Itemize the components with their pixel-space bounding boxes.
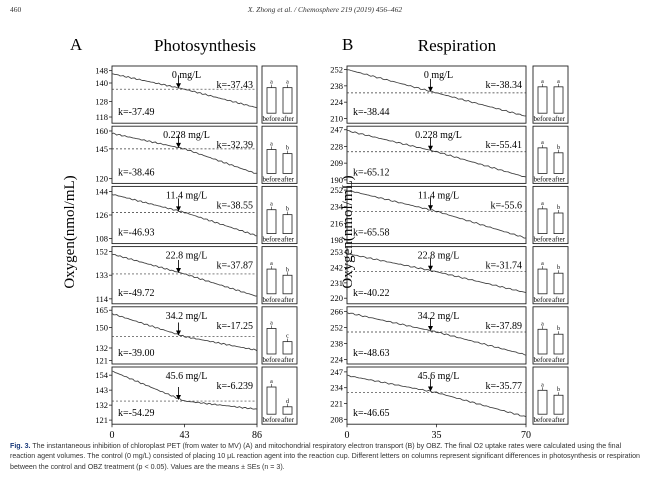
x-tick-label: 0 [109,430,115,438]
bar-axis-label: after [552,356,565,364]
slope-before-label: k=-65.58 [353,227,390,239]
concentration-label: 22.8 mg/L [165,250,208,262]
bar-after [283,275,292,294]
concentration-label: 0 mg/L [171,70,202,81]
y-axis-label: Oxygen(nmol/mL) [62,175,78,289]
significance-letter: a [541,78,544,85]
page-header [10,5,640,17]
y-tick-label: 252 [330,185,343,196]
chart-panel-a [62,35,297,438]
y-tick-label: 165 [95,305,108,316]
bar-axis-label: before [533,356,552,364]
bar-before [538,148,547,174]
significance-letter: b [557,144,560,151]
y-tick-label: 224 [330,354,343,365]
bar-after [283,407,292,414]
slope-before-label: k=-40.22 [353,287,390,299]
subplot-5 [330,306,568,364]
y-tick-label: 120 [95,173,108,184]
significance-letter: a [270,320,273,327]
bar-axis-label: before [262,295,281,304]
concentration-label: 0.228 mg/L [163,130,210,142]
y-tick-label: 252 [330,64,343,75]
bar-after [283,154,292,174]
bar-after [554,87,563,113]
bar-before [267,88,276,114]
slope-before-label: k=-39.00 [118,348,155,359]
slope-after-label: k=-35.77 [485,381,522,392]
y-tick-label: 238 [330,80,343,91]
subplot-2 [95,126,297,184]
y-tick-label: 220 [330,293,343,304]
x-tick-label: 35 [431,430,442,438]
slope-after-label: k=-31.74 [485,260,522,272]
slope-before-label: k=-38.46 [118,167,155,179]
y-tick-label: 133 [95,270,108,281]
subplot-4 [95,247,297,304]
significance-letter: c [286,333,289,340]
concentration-label: 11.4 mg/L [417,190,460,202]
slope-before-label: k=-49.72 [118,287,155,299]
slope-after-label: k=-37.43 [216,80,253,91]
y-tick-label: 145 [95,143,108,154]
bar-axis-label: after [281,115,294,124]
y-tick-label: 228 [330,141,343,152]
slope-after-label: k=-55.41 [485,140,522,152]
significance-letter: a [541,382,544,389]
slope-before-label: k=-65.12 [353,167,390,179]
y-tick-label: 208 [330,414,343,425]
bar-axis-label: after [281,235,294,244]
bar-axis-label: before [262,115,281,124]
y-tick-label: 198 [330,234,343,245]
y-tick-label: 143 [95,385,108,396]
y-tick-label: 253 [330,247,343,258]
bar-after [554,213,563,234]
subplot-3 [95,186,297,243]
significance-letter: b [286,267,289,274]
bar-axis-label: before [533,295,552,304]
y-tick-label: 118 [95,112,108,123]
bar-axis-label: after [552,295,565,304]
slope-after-label: k=-37.87 [216,260,253,272]
concentration-label: 0 mg/L [423,70,454,81]
significance-letter: b [557,326,560,333]
significance-letter: a [270,79,273,86]
significance-letter: a [541,139,544,146]
bar-after [283,215,292,234]
y-tick-label: 148 [95,65,108,76]
x-tick-label: 0 [344,430,350,438]
panel-title: Photosynthesis [153,36,257,55]
y-tick-label: 152 [95,246,108,257]
bar-axis-label: after [281,416,294,425]
bar-axis-label: before [533,416,552,425]
y-tick-label: 210 [330,113,343,124]
bar-after [283,342,292,354]
caption-label: Fig. 3. [10,442,31,450]
y-tick-label: 242 [330,262,343,273]
y-tick-label: 247 [330,124,343,135]
subplot-2 [330,125,568,185]
y-tick-label: 132 [95,400,108,411]
slope-before-label: k=-54.29 [118,408,155,420]
bar-axis-label: after [281,295,294,304]
slope-after-label: k=-38.34 [485,80,522,91]
y-tick-label: 121 [95,355,108,366]
subplot-5 [95,305,297,365]
y-tick-label: 247 [330,366,343,377]
significance-letter: b [557,205,560,211]
slope-after-label: k=-38.55 [216,200,253,212]
bar-axis-label: after [552,416,565,425]
significance-letter: b [557,387,560,394]
bar-before [538,269,547,294]
slope-before-label: k=-46.65 [353,408,390,420]
y-tick-label: 121 [95,415,108,426]
significance-letter: a [541,200,544,207]
slope-after-label: k=-17.25 [216,320,253,332]
y-tick-label: 234 [330,382,343,393]
y-tick-label: 150 [95,322,108,333]
bar-before [267,210,276,234]
y-tick-label: 224 [330,97,343,108]
concentration-label: 0.228 mg/L [415,130,462,142]
bar-after [554,334,563,354]
significance-letter: d [286,398,289,405]
bar-axis-label: before [262,416,281,425]
bar-before [538,87,547,113]
significance-letter: b [286,206,289,213]
y-tick-label: 144 [95,186,108,197]
concentration-label: 34.2 mg/L [417,310,460,322]
bar-axis-label: after [552,115,565,124]
panel-title: Respiration [417,36,497,55]
bar-before [267,269,276,294]
y-tick-label: 114 [95,293,108,304]
bar-before [267,387,276,414]
bar-axis-label: before [533,175,552,184]
y-axis-label: Oxygen(nmol/mL) [340,175,356,289]
x-tick-label: 43 [179,430,190,438]
figure-caption [10,441,642,472]
bar-after [554,395,563,414]
slope-after-label: k=-32.39 [216,140,253,152]
significance-letter: a [557,78,560,85]
significance-letter: a [270,141,273,148]
slope-after-label: k=-6.239 [216,381,253,392]
bar-axis-label: after [552,235,565,244]
bar-axis-label: after [281,175,294,184]
bar-axis-label: before [262,175,281,184]
caption-text: The instantaneous inhibition of chloroplast PET (from water to MV) (A) and mitochondrial respiratory electron transport (B) by OBZ. The final O2 uptake rates were calculated using the final reaction agent volumes. The control (0 mg/L) consisted of placing 10 μL reaction agent into the reaction cup. Different letters on columns represent significant differences in photosynthesis or respiration between the control and OBZ treatment (p < 0.05). Values are the means ± SEs (n = 3). [10,442,640,471]
y-tick-label: 231 [330,277,343,288]
injection-arrow-head [176,206,181,211]
x-tick-label: 86 [252,430,262,438]
figure-3 [0,22,650,438]
bar-after [283,88,292,114]
y-tick-label: 160 [95,125,108,136]
concentration-label: 11.4 mg/L [165,190,208,202]
y-tick-label: 140 [95,78,108,89]
subplot-1 [330,65,568,124]
subplot-4 [330,247,568,304]
significance-letter: a [286,79,289,86]
slope-after-label: k=-37.89 [485,320,522,332]
bar-axis-label: before [533,115,552,124]
bar-axis-label: before [533,235,552,244]
bar-axis-label: before [262,356,281,364]
subplot-6 [330,367,568,424]
y-tick-label: 252 [330,322,343,333]
bar-after [554,273,563,294]
y-tick-label: 126 [95,210,108,220]
slope-before-label: k=-37.49 [118,107,155,119]
y-tick-label: 190 [330,174,343,185]
bar-axis-label: after [552,175,565,184]
subplot-6 [95,367,297,425]
significance-letter: a [270,379,273,386]
significance-letter: b [557,265,560,272]
y-tick-label: 234 [330,201,343,212]
y-tick-label: 238 [330,338,343,349]
y-tick-label: 132 [95,342,108,353]
slope-before-label: k=-38.44 [353,107,390,119]
y-tick-label: 128 [95,96,108,107]
journal-citation: X. Zhong et al. / Chemosphere 219 (2019) 456–462 [247,5,403,14]
injection-arrow-head [176,331,181,336]
y-tick-label: 221 [330,398,343,409]
bar-axis-label: after [281,356,294,364]
y-tick-label: 216 [330,218,343,229]
subplot-1 [95,66,297,124]
bar-before [538,329,547,354]
slope-before-label: k=-48.63 [353,348,390,359]
bar-axis-label: before [262,235,281,244]
panel-letter: B [342,35,354,54]
x-tick-label: 70 [521,430,531,438]
y-tick-label: 154 [95,370,108,381]
significance-letter: b [286,145,289,152]
page-number: 460 [10,5,22,14]
concentration-label: 45.6 mg/L [165,371,208,382]
y-tick-label: 209 [330,158,343,169]
panel-letter: A [70,35,83,54]
concentration-label: 34.2 mg/L [165,310,208,322]
slope-before-label: k=-46.93 [118,227,155,239]
slope-after-label: k=-55.6 [490,200,522,212]
bar-before [267,328,276,354]
significance-letter: a [270,261,273,268]
significance-letter: a [541,261,544,268]
y-tick-label: 266 [330,306,343,317]
bar-after [554,153,563,174]
significance-letter: a [541,321,544,328]
bar-before [267,150,276,174]
concentration-label: 22.8 mg/L [417,250,460,262]
y-tick-label: 108 [95,233,108,244]
bar-before [538,209,547,234]
significance-letter: a [270,201,273,208]
bar-before [538,390,547,414]
subplot-3 [330,185,568,245]
concentration-label: 45.6 mg/L [417,371,460,382]
chart-panel-b [330,35,568,438]
